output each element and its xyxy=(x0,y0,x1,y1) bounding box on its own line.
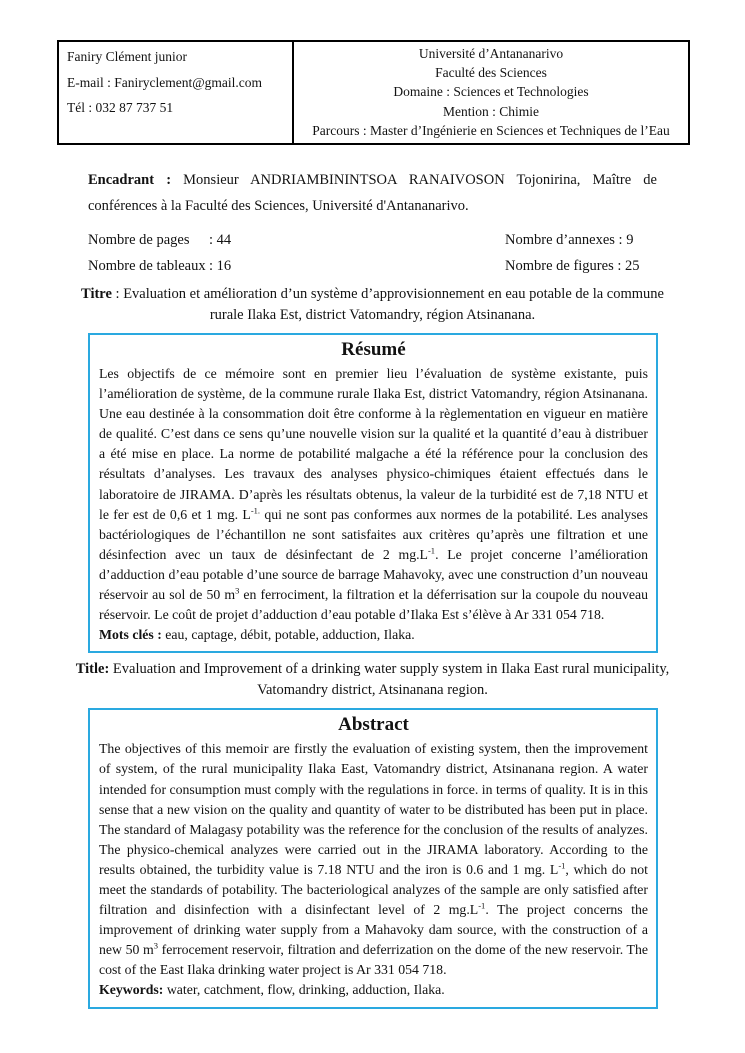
university-name: Université d’Antananarivo xyxy=(418,46,564,61)
advisor-label: Encadrant : xyxy=(88,172,172,189)
title-english-label: Title: xyxy=(75,661,110,678)
advisor-paragraph xyxy=(88,167,657,219)
title-french xyxy=(73,284,673,326)
mention-line: Mention : Chimie xyxy=(443,103,539,119)
abstract-box xyxy=(88,708,658,1008)
author-name: Faniry Clément junior xyxy=(67,49,187,64)
header-table xyxy=(57,40,690,145)
document-stats xyxy=(88,227,657,279)
header-table-row xyxy=(58,41,689,144)
title-english xyxy=(63,659,683,701)
stats-right-column xyxy=(505,227,640,279)
resume-heading: Résumé xyxy=(341,339,406,361)
abstract-keywords-label: Keywords: xyxy=(99,982,164,998)
tables-value: : 16 xyxy=(209,258,232,275)
parcours-line: Parcours : Master d’Ingénierie en Sciences et Techniques de l’Eau xyxy=(312,122,670,138)
author-phone: Tél : 032 87 737 51 xyxy=(67,100,174,115)
author-info-cell xyxy=(58,41,293,144)
resume-keywords-text: eau, captage, débit, potable, adduction, Ilaka. xyxy=(161,627,415,643)
tables-label: Nombre de tableaux xyxy=(88,258,206,275)
abstract-body: The objectives of this memoir are firstly the evaluation of existing system, then the improvement of system, of the rural municipality Ilaka East, Vatomandry district, Atsinanana region. A water intended for consumption must comply with the regulations in force. in terms of quality. It is in this sense that a new vision on the quality and quantity of water to be distributed has been put in place. The standard of Malagasy potability was the reference for the conclusion of the results of analyzes. The physico-chemical analyzes were carried out in the JIRAMA laboratory. According to the results obtained, the turbidity value is 7.18 NTU and the iron is 0.6 and 1 mg. $L^{-1}$, which do not meet the standards of potability. The bacteriological analyzes of the sample are only satisfied after filtration and disinfection with a disinfectant level of 2 $mg.L^{-1}$. The project concerns the improvement of drinking water supply from a Mahavoky dam source, with the construction of a new 50 $m^3$ ferrocement reservoir, filtration and deferrization on the dome of the new reservoir. The cost of the East Ilaka drinking water project is Ar 331 054 718. xyxy=(99,741,648,978)
title-english-text: Evaluation and Improvement of a drinking water supply system in Ilaka East rural municipality, Vatomandry district, Atsinanana region. xyxy=(109,661,670,699)
annexes-count: Nombre d’annexes : 9 xyxy=(505,232,634,249)
domain-line: Domaine : Sciences et Technologies xyxy=(393,84,589,100)
author-email: E-mail : Faniryclement@gmail.com xyxy=(67,74,263,90)
resume-keywords-label: Mots clés : xyxy=(99,627,162,643)
abstract-keywords-text: water, catchment, flow, drinking, adduction, Ilaka. xyxy=(163,982,445,998)
advisor-text: Monsieur ANDRIAMBININTSOA RANAIVOSON Tojonirina, Maître de conférences à la Faculté des Sciences, Université d'Antananarivo. xyxy=(88,172,657,215)
title-french-text: : Evaluation et amélioration d’un système d’approvisionnement en eau potable de la commune rurale Ilaka Est, district Vatomandry, région Atsinanana. xyxy=(111,286,664,324)
faculty-line: Faculté des Sciences xyxy=(435,65,547,81)
resume-body: Les objectifs de ce mémoire sont en premier lieu l’évaluation de système existante, puis l’amélioration de système, de la commune rurale Ilaka Est, district Vatomandry, région Atsinanana. Une eau destinée à la consommation doit être conforme à la règlementation en vigueur en matière de qualité. C’est dans ce sens qu’une nouvelle vision sur la qualité et la quantité d’eau à distribuer a été mise en place. La norme de potabilité malgache a été la référence pour la conclusion des résultats d’analyses. Les travaux des analyses physico-chimiques étaient effectués dans le laboratoire de JIRAMA. D’après les résultats obtenus, la valeur de la turbidité est de 7,18 NTU et le fer est de 0,6 et 1 mg. $L^{-1.}$ qui ne sont pas conformes aux normes de la potabilité. Les analyses bactériologiques de l’échantillon ne sont satisfaites aux critères qu’après une filtration et une désinfection avec un taux de désinfectant de 2 $mg.L^{-1}$. Le projet concerne l’amélioration d’adduction d’eau potable d’une source de barrage Mahavoky, avec une construction d’un nouveau réservoir au sol de 50 $m^3$ en ferrociment, la filtration et la déferrisation sur la coupole du nouveau réservoir. Le coût de projet d’adduction d’eau potable d’Ilaka Est s’élève à Ar 331 054 718. xyxy=(99,366,648,623)
university-info-cell xyxy=(293,41,689,144)
figures-count: Nombre de figures : 25 xyxy=(505,258,640,275)
resume-box xyxy=(88,333,658,653)
title-french-label: Titre xyxy=(81,286,112,303)
pages-value: : 44 xyxy=(209,232,232,249)
abstract-keywords xyxy=(99,980,648,1000)
pages-label: Nombre de pages xyxy=(88,232,190,249)
abstract-heading: Abstract xyxy=(338,714,409,736)
resume-keywords xyxy=(99,625,648,645)
